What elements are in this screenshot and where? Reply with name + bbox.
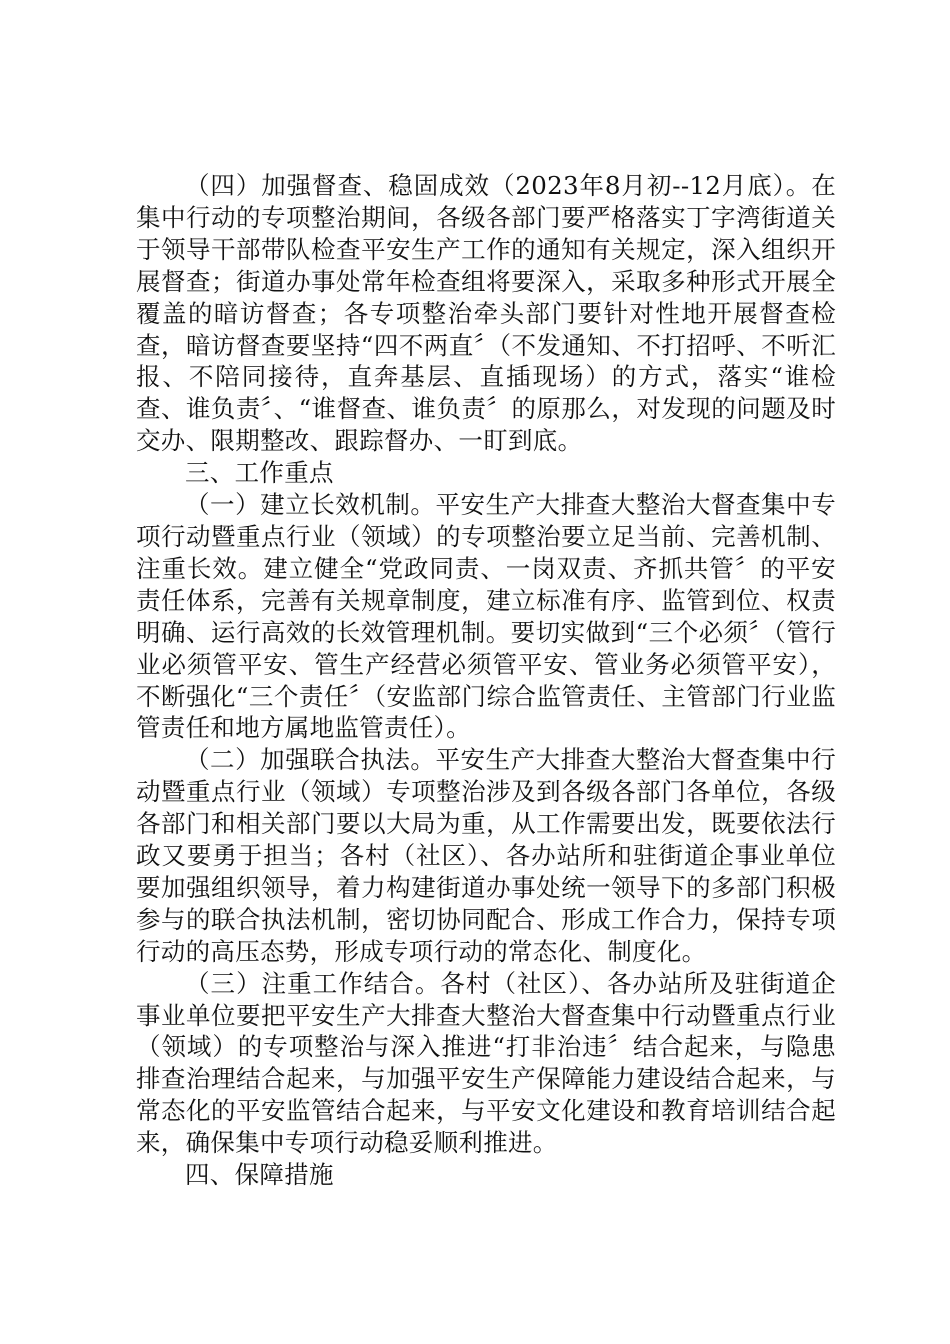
paragraph-work-combination: （三）注重工作结合。各村（社区）、各办站所及驻街道企事业单位要把平安生产大排查大整治大督查集中行动暨重点行业（领域）的专项整治与深入推进“打非治违〞结合起来，与隐患排查治理结合起来，与加强平安生产保障能力建设结合起来，与常态化的平安监管结合起来，与平安文化建设和教育培训结合起来，确保集中专项行动稳妥顺利推进。 [136, 968, 836, 1158]
section-heading-safeguards: 四、保障措施 [185, 1160, 334, 1190]
section-heading-work-focus: 三、工作重点 [185, 458, 334, 488]
document-body [136, 170, 836, 1191]
paragraph-long-term-mechanism: （一）建立长效机制。平安生产大排查大整治大督查集中专项行动暨重点行业（领域）的专项整治要立足当前、完善机制、注重长效。建立健全“党政同责、一岗双责、齐抓共管〞的平安责任体系，完善有关规章制度，建立标准有序、监管到位、权责明确、运行高效的长效管理机制。要切实做到“三个必须〞（管行业必须管平安、管生产经营必须管平安、管业务必须管平安），不断强化“三个责任〞（安监部门综合监管责任、主管部门行业监管责任和地方属地监管责任）。 [136, 490, 836, 743]
paragraph-supervision: （四）加强督查、稳固成效（2023年8月初--12月底）。在集中行动的专项整治期间，各级各部门要严格落实丁字湾街道关于领导干部带队检查平安生产工作的通知有关规定，深入组织开展督查；街道办事处常年检查组将要深入，采取多种形式开展全覆盖的暗访督查；各专项整治牵头部门要针对性地开展督查检查，暗访督查要坚持“四不两直〞（不发通知、不打招呼、不听汇报、不陪同接待，直奔基层、直插现场）的方式，落实“谁检查、谁负责〞、“谁督查、谁负责〞的原那么，对发现的问题及时交办、限期整改、跟踪督办、一盯到底。 [136, 171, 836, 456]
paragraph-joint-enforcement: （二）加强联合执法。平安生产大排查大整治大督查集中行动暨重点行业（领域）专项整治涉及到各级各部门各单位，各级各部门和相关部门要以大局为重，从工作需要出发，既要依法行政又要勇于担当；各村（社区）、各办站所和驻街道企事业单位要加强组织领导，着力构建街道办事处统一领导下的多部门积极参与的联合执法机制，密切协同配合、形成工作合力，保持专项行动的高压态势，形成专项行动的常态化、制度化。 [136, 745, 836, 966]
